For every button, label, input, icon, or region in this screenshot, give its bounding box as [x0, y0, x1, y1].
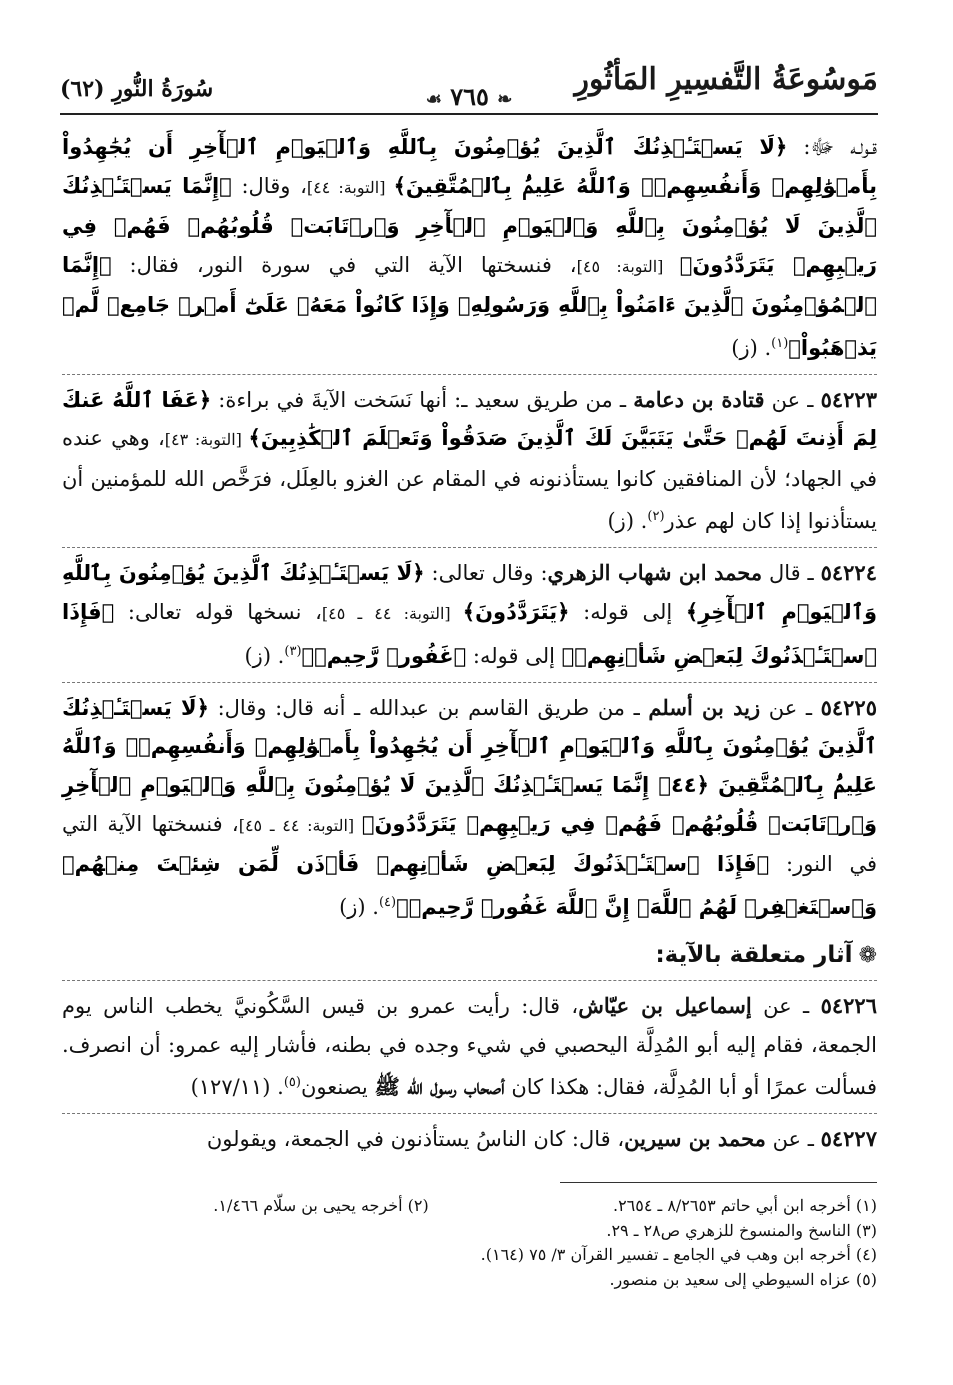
- text: ، قال: رأيت عمرو بن قيس السَّكُونيَّ يخطب الناس يوم الجمعة، فقام إليه أبو المُدِلَّة اليحصبي في شيء وجده في بطنه، فأشار إليه عمرو: أن انصرف. فسألت عمرًا أو أبا المُدِلَّة، فقال: هكذا كان: [62, 994, 878, 1100]
- text: . (١٢٧/١١): [190, 1075, 284, 1100]
- quran-verse: ﴿فَإِذَا ٱسۡتَـٔۡذَنُوكَ لِبَعۡضِ شَأۡنِهِمۡ﴾: [62, 599, 877, 669]
- text: قـولـه ﷻ:: [787, 135, 877, 159]
- narration-54224: [62, 554, 877, 676]
- footnote-ref[interactable]: (٢): [647, 509, 665, 525]
- footnote-5: (٥) عزاه السيوطي إلى سعيد بن منصور.: [609, 1269, 877, 1289]
- verse-citation: [التوبة: ٤٣]: [164, 430, 249, 450]
- footnotes: [62, 1194, 877, 1292]
- footnote-1: (١) أخرجه ابن أبي حاتم ٨/٢٦٥٣ ـ ٢٦٥٤.: [612, 1196, 877, 1215]
- text: ، قال: كان الناسُ يستأذنون في الجمعة، ويقولون: [206, 1127, 625, 1152]
- text: ـ عن: [751, 994, 821, 1019]
- separator: [62, 374, 877, 375]
- narrator-name: قتادة بن دعامة: [633, 386, 765, 412]
- quran-verse: ﴿عَفَا ٱللَّهُ عَنكَ لِمَ أَذِنتَ لَهُمۡ حَتَّىٰ يَتَبَيَّنَ لَكَ ٱلَّذِينَ صَدَقُواْ وَتَعۡلَمَ ٱلۡكَٰذِبِينَ﴾: [62, 387, 878, 451]
- quran-verse: ﴿غَفُورٞ رَّحِيمٞ﴾: [301, 644, 467, 669]
- footnote-3: (٣) الناسخ والمنسوخ للزهري ص٢٨ ـ ٢٩.: [606, 1220, 877, 1240]
- text: ـ عن: [760, 695, 821, 720]
- quran-verse: ﴿لَا يَسۡتَـٔۡذِنُكَ ٱلَّذِينَ يُؤۡمِنُونَ بِٱللَّهِ وَٱلۡيَوۡمِ ٱلۡأٓخِرِ أَن يُجَٰهِدُواْ بِأَمۡوَٰلِهِمۡ وَأَنفُسِهِمۡۗ وَٱللَّهُ عَلِيمُۢ بِٱلۡمُتَّقِينَ ﴿٤٤﴾ إِنَّمَا يَسۡتَـٔۡذِنُكَ ٱلَّذِينَ لَا يُؤۡمِنُونَ بِٱللَّهِ وَٱلۡيَوۡمِ ٱلۡأٓخِرِ وَٱرۡتَابَتۡ قُلُوبُهُمۡ فَهُمۡ فِي رَيۡبِهِمۡ يَتَرَدَّدُونَ﴾: [62, 695, 878, 836]
- surah-title: سُورَةُ النُّورِ (٦٢): [60, 76, 214, 102]
- verse-citation: [التوبة: ٤٤ ـ ٤٥]: [238, 815, 362, 835]
- verse-citation: [التوبة: ٤٥]: [576, 256, 680, 276]
- verse-citation: [التوبة: ٤٤ ـ ٤٥]: [321, 603, 463, 623]
- quran-verse: ﴿يَتَرَدَّدُونَ﴾: [462, 599, 570, 624]
- footnote-row: [62, 1194, 877, 1219]
- narrator-name: زيد بن أسلم: [648, 694, 761, 720]
- separator: [62, 1113, 877, 1114]
- separator: [62, 547, 877, 548]
- narration-54225: [62, 689, 877, 927]
- text: ـ من طريق القاسم بن عبدالله ـ أنه قال: وقال:: [208, 695, 649, 720]
- footnote-4: (٤) أخرجه ابن وهب في الجامع ـ تفسير القرآن ٣/ ٧٥ (١٦٤).: [480, 1245, 877, 1264]
- page-header: [60, 62, 878, 114]
- text: ـ قال: [762, 560, 821, 585]
- text: ، فنسختها الآية التي في النور:: [62, 811, 878, 877]
- quran-verse: ﴿إِنَّمَا ٱلۡمُؤۡمِنُونَ ٱلَّذِينَ ءَامَنُواْ بِٱللَّهِ وَرَسُولِهِۦ وَإِذَا كَانُواْ مَعَهُۥ عَلَىٰٓ أَمۡرٖ جَامِعٖ لَّمۡ يَذۡهَبُواْ﴾: [62, 252, 877, 360]
- narration-54226: [62, 987, 877, 1107]
- footnote-2: (٢) أخرجه يحيى بن سلّام ١/٤٦٦.: [213, 1196, 429, 1215]
- text: . (ز): [339, 894, 379, 919]
- text: ، وقال:: [231, 173, 307, 198]
- footnote-ref[interactable]: (٤): [378, 894, 397, 910]
- section-heading-text: آثار متعلقة بالآية:: [655, 942, 853, 969]
- text: : وقال تعالى:: [424, 560, 548, 585]
- text: إلى قوله:: [466, 644, 562, 669]
- narration-number: ٥٤٢٢٤: [820, 559, 877, 585]
- verse-citation: [التوبة: ٤٤]: [306, 177, 394, 197]
- ornament-icon: ☙: [425, 89, 442, 110]
- main-content: [62, 128, 877, 1159]
- narration-54227: [62, 1120, 877, 1159]
- text: . (ز): [244, 644, 285, 669]
- narrator-name: محمد بن سيرين: [624, 1126, 766, 1152]
- text: ، وهي عنده في الجهاد؛ لأن المنافقين كانوا يستأذنونه في المقام عن الغزو بالعِلَل، فرَخَّص الله للمؤمنين أن يستأذنوا إذا كان لهم عذر: [62, 426, 877, 534]
- text: ـ عن: [765, 1127, 821, 1152]
- narrator-name: إسماعيل بن عيّاش: [578, 993, 752, 1019]
- text: ، فنسختها الآية التي في سورة النور، فقال:: [111, 252, 577, 277]
- narration-number: ٥٤٢٢٧: [820, 1126, 877, 1152]
- page-number-block: [426, 82, 513, 111]
- intro-paragraph: [62, 128, 877, 368]
- narrator-name: محمد ابن شهاب الزهري: [547, 559, 763, 585]
- narration-number: ٥٤٢٢٦: [820, 993, 877, 1019]
- text: ـ من طريق سعيد ـ: أنها نَسَخت الآيةَ في براءة:: [211, 387, 634, 412]
- narration-number: ٥٤٢٢٥: [820, 694, 877, 720]
- quran-verse: ﴿لَا يَسۡتَـٔۡذِنُكَ ٱلَّذِينَ يُؤۡمِنُونَ بِٱللَّهِ وَٱلۡيَوۡمِ ٱلۡأٓخِرِ أَن يُجَٰهِدُواْ بِأَمۡوَٰلِهِمۡ وَأَنفُسِهِمۡۗ وَٱللَّهُ عَلِيمُۢ بِٱلۡمُتَّقِينَ﴾: [62, 135, 877, 198]
- text: . (ز): [731, 335, 772, 360]
- section-heading: [62, 942, 877, 968]
- separator: [62, 980, 877, 981]
- footnote-ref[interactable]: (٥): [283, 1075, 301, 1091]
- footnote-ref[interactable]: (١): [771, 335, 789, 351]
- footnote-rule: [560, 1182, 877, 1183]
- text: إلى قوله:: [569, 599, 686, 624]
- ornament-icon: ❧: [497, 89, 513, 110]
- narration-54223: [62, 381, 877, 541]
- narration-number: ٥٤٢٢٣: [820, 386, 877, 412]
- quran-verse: ﴿إِنَّمَا يَسۡتَـٔۡذِنُكَ ٱلَّذِينَ لَا يُؤۡمِنُونَ بِٱللَّهِ وَٱلۡيَوۡمِ ٱلۡأٓخِرِ وَٱرۡتَابَتۡ قُلُوبُهُمۡ فَهُمۡ فِي رَيۡبِهِمۡ يَتَرَدَّدُونَ﴾: [62, 173, 878, 277]
- text: . (ز): [607, 509, 648, 534]
- text: يصنعون: [300, 1075, 375, 1100]
- header-rule: [60, 113, 878, 115]
- quran-verse: ﴿فَإِذَا ٱسۡتَـٔۡذَنُوكَ لِبَعۡضِ شَأۡنِهِمۡ فَأۡذَن لِّمَن شِئۡتَ مِنۡهُمۡ وَٱسۡتَغۡفِرۡ لَهُمُ ٱللَّهَۚ إِنَّ ٱللَّهَ غَفُورٞ رَّحِيمٞ﴾: [62, 852, 877, 919]
- separator: [62, 682, 877, 683]
- page-number: ٧٦٥: [450, 82, 489, 111]
- text: ، نسخها قوله تعالى:: [114, 599, 322, 624]
- companions-name: أصحاب رسول الله ﷺ: [374, 1074, 505, 1100]
- quran-verse: ﴿لَا يَسۡتَـٔۡذِنُكَ ٱلَّذِينَ يُؤۡمِنُونَ بِٱللَّهِ وَٱلۡيَوۡمِ ٱلۡأٓخِرِ﴾: [62, 560, 878, 624]
- book-title: مَوسُوعَةُ التَّفسِيرِ المَأثُورِ: [574, 62, 878, 97]
- flower-bullet-icon: ❁: [858, 943, 877, 969]
- footnote-ref[interactable]: (٣): [284, 644, 302, 660]
- text: ـ عن: [764, 387, 821, 412]
